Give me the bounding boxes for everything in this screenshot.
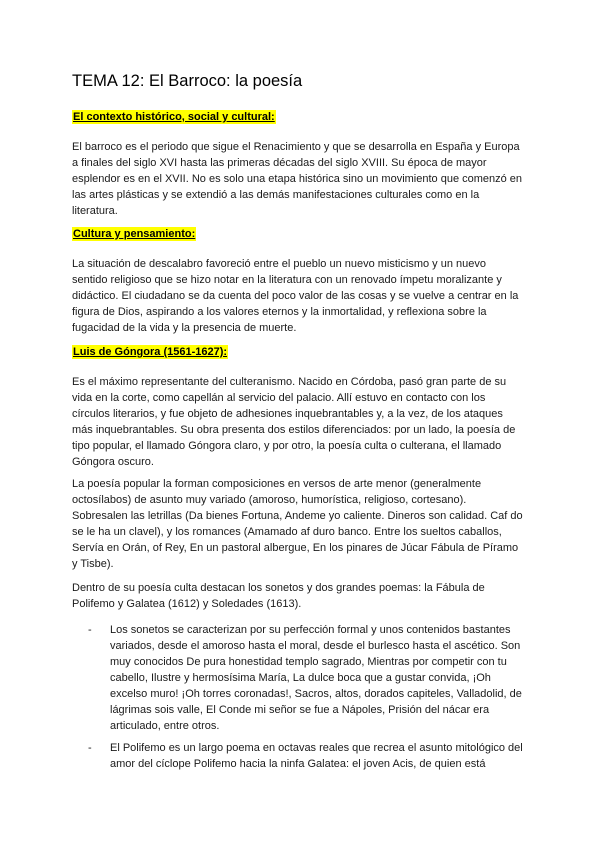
text-line: didáctico. El ciudadano se da cuenta del poco valor de las cosas y se vuelve a centrar en la <box>72 290 519 302</box>
text-line: cabello, Ilustre y hermosísima María, La dulce boca que a gustar convida, ¡Oh <box>110 672 491 684</box>
text-line: octosílabos) de asunto muy variado (amoroso, humorística, religioso, cortesano). <box>72 494 467 506</box>
text-line: Los sonetos se caracterizan por su perfección formal y unos contenidos bastantes <box>110 624 511 636</box>
paragraph-gongora-popular <box>72 476 532 572</box>
text-line: Góngora oscuro. <box>72 456 154 468</box>
text-line: más inquebrantables. Su obra presenta dos estilos diferenciados: por un lado, la poesía de <box>72 424 516 436</box>
text-line: tipo popular, el llamado Góngora claro, y por otro, la poesía culta o culterana, el llamado <box>72 440 502 452</box>
paragraph-gongora-intro <box>72 374 532 470</box>
paragraph-contexto <box>72 139 532 219</box>
text-line: excelso muro! ¡Oh torres coronadas!, Sacros, altos, dorados capiteles, Valladolid, de <box>110 688 522 700</box>
bullet-dash: - <box>88 624 92 636</box>
text-line: lágrimas sois valle, El Conde mi señor se fue a Nápoles, Prisión del nácar era <box>110 704 490 716</box>
text-line: amor del cíclope Polifemo hacia la ninfa Galatea: el joven Acis, de quien está <box>110 758 486 770</box>
text-line: variados, desde el amoroso hasta el moral, desde el burlesco hasta el ascético. Son <box>110 640 521 652</box>
list-item-text <box>110 622 533 734</box>
text-line: se le ha un clavel), y los romances (Amamado af duro banco. Entre los sueltos caballos, <box>72 526 502 538</box>
section-heading-cultura: Cultura y pensamiento: <box>73 228 196 240</box>
text-line: muy conocidos De pura honestidad templo sagrado, Mientras por competir con tu <box>110 656 507 668</box>
paragraph-cultura <box>72 256 532 336</box>
text-line: a finales del siglo XVI hasta las primeras décadas del siglo XVIII. Su época de mayor <box>72 157 487 169</box>
text-line: Es el máximo representante del culteranismo. Nacido en Córdoba, pasó gran parte de su <box>72 376 507 388</box>
text-line: vida en la corte, como capellán al servicio del palacio. Allí estuvo en contacto con los <box>72 392 486 404</box>
text-line: y Tisbe). <box>72 558 114 570</box>
text-line: Sobresalen las letrillas (Da bienes Fortuna, Andeme yo caliente. Dineros son calidad. Caf do <box>72 510 523 522</box>
text-line: fugacidad de la vida y la presencia de muerte. <box>72 322 297 334</box>
text-line: Servía en Orán, of Rey, En un pastoral albergue, En los pinares de Júcar Fábula de Píramo <box>72 542 519 554</box>
text-line: figura de Dios, aspirando a los valores eternos y la inmortalidad, y reflexiona sobre la <box>72 306 487 318</box>
text-line: sentido religioso que se hizo notar en la literatura con un renovado ímpetu moralizante y <box>72 274 502 286</box>
page-title: TEMA 12: El Barroco: la poesía <box>72 72 303 90</box>
text-line: El barroco es el periodo que sigue el Renacimiento y que se desarrolla en España y Europa <box>72 141 520 153</box>
text-line: círculos literarios, y fue objeto de adhesiones inquebrantables y, a la vez, de los ataques <box>72 408 503 420</box>
text-line: Dentro de su poesía culta destacan los sonetos y dos grandes poemas: la Fábula de <box>72 582 485 594</box>
text-line: Polifemo y Galatea (1612) y Soledades (1613). <box>72 598 302 610</box>
section-heading-contexto: El contexto histórico, social y cultural: <box>73 111 275 123</box>
list-item-text <box>110 740 533 772</box>
section-heading-gongora: Luis de Góngora (1561-1627): <box>73 346 228 358</box>
list-item-sonetos <box>90 622 533 734</box>
text-line: El Polifemo es un largo poema en octavas reales que recrea el asunto mitológico del <box>110 742 523 754</box>
text-line: literatura. <box>72 205 118 217</box>
text-line: las artes plásticas y se extendió a las demás manifestaciones culturales como en la <box>72 189 480 201</box>
list-item-polifemo <box>90 740 533 772</box>
text-line: articulado, entre otros. <box>110 720 220 732</box>
bullet-dash: - <box>88 742 92 754</box>
text-line: La poesía popular la forman composiciones en versos de arte menor (generalmente <box>72 478 482 490</box>
text-line: esplendor es en el XVII. No es solo una etapa histórica sino un movimiento que comenzó en <box>72 173 523 185</box>
text-line: La situación de descalabro favoreció entre el pueblo un nuevo misticismo y un nuevo <box>72 258 486 270</box>
paragraph-gongora-culta <box>72 580 532 612</box>
